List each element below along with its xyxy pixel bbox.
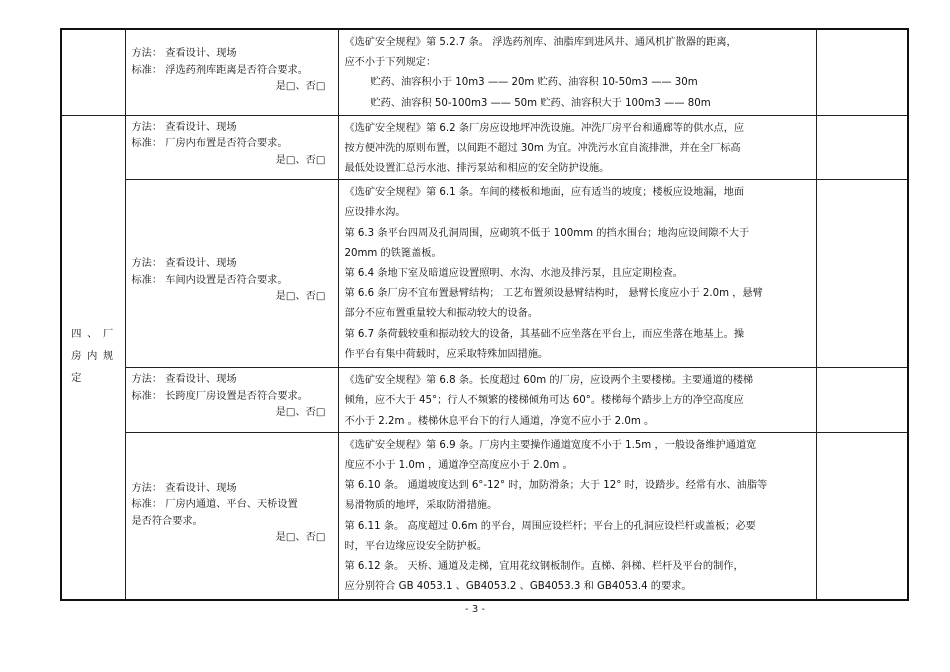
rule-cell [338, 29, 816, 115]
standard-line: 标准： 车间内设置是否符合要求。 [131, 274, 288, 286]
note-cell [816, 115, 908, 180]
rule-line: 倾角，应不大于 45°；行人不频繁的楼梯倾角可达 60°。楼梯每个踏步上方的净空高度应 [344, 395, 744, 407]
rule-line: 时，平台边缘应设安全防护板。 [344, 540, 488, 552]
rule-line: 《选矿安全规程》第 6.1 条。车间的楼板和地面，应有适当的坡度；楼板应设地漏，地面 [344, 187, 745, 199]
rule-cell [338, 115, 816, 180]
yes-no-checkbox-label[interactable]: 是□、否□ [275, 532, 326, 544]
standard-line: 标准： 厂房内布置是否符合要求。 [131, 138, 288, 149]
rule-line: 《选矿安全规程》第 5.2.7 条。 浮选药剂库、油脂库到进风井、通风机扩散器的距离， [344, 37, 737, 48]
rule-line: 部分不应布置重量较大和振动较大的设备。 [344, 308, 539, 320]
rule-line: 贮药、油容积小于 10m3 —— 20m 贮药、油容积 10-50m3 —— 30m [370, 77, 698, 89]
rule-line: 20mm 的铁篦盖板。 [344, 247, 442, 259]
rule-cell [338, 180, 816, 368]
rule-line: 作平台有集中荷载时，应采取特殊加固措施。 [344, 348, 549, 360]
method-cell [125, 115, 338, 180]
rule-line: 最低处设置汇总污水池、排污泵站和相应的安全防护设施。 [344, 162, 610, 174]
rule-line: 《选矿安全规程》第 6.9 条。厂房内主要操作通道宽度不小于 1.5m ，一般设备维护通道宽 [344, 439, 757, 451]
standard-line: 标准： 厂房内通道、平台、天桥设置 [131, 499, 298, 511]
yes-no-checkbox-label[interactable]: 是□、否□ [275, 291, 326, 303]
method-line: 方法： 查看设计、现场 [131, 258, 237, 270]
table-row [61, 432, 908, 600]
rule-cell [338, 368, 816, 433]
inspection-table [60, 28, 909, 601]
rule-line: 《选矿安全规程》第 6.8 条。长度超过 60m 的厂房，应设两个主要楼梯。主要通道的楼梯 [344, 375, 754, 387]
standard-line-continued: 是否符合要求。 [131, 515, 203, 527]
rule-cell [338, 432, 816, 600]
rule-line: 第 6.10 条。 通道坡度达到 6°-12° 时，加防滑条；大于 12° 时，设踏步。经常有水、油脂等 [344, 480, 768, 492]
rule-line: 应设排水沟。 [344, 207, 406, 219]
standard-line: 标准： 长跨度厂房设置是否符合要求。 [131, 390, 308, 402]
table-row [61, 115, 908, 180]
rule-line: 应分别符合 GB 4053.1 、GB4053.2 、GB4053.3 和 GB4053.4 的要求。 [344, 581, 692, 593]
note-cell [816, 29, 908, 115]
rule-line: 第 6.3 条平台四周及孔洞周围，应砌筑不低于 100mm 的挡水围台；地沟应设间隙不大于 [344, 227, 750, 239]
table-row [61, 29, 908, 115]
yes-no-checkbox-label[interactable]: 是□、否□ [275, 81, 326, 92]
yes-no-checkbox-label[interactable]: 是□、否□ [275, 407, 326, 419]
method-line: 方法： 查看设计、现场 [131, 482, 237, 494]
rule-line: 第 6.11 条。 高度超过 0.6m 的平台，周围应设栏杆；平台上的孔洞应设栏杆或盖板；必要 [344, 520, 756, 532]
rule-line: 第 6.4 条地下室及暗道应设置照明、水沟、水池及排污泵，且应定期检查。 [344, 267, 683, 279]
page-number: - 3 - [465, 604, 485, 615]
rule-line: 第 6.12 条。 天桥、通道及走梯，宜用花纹钢板制作。直梯、斜梯、栏杆及平台的制作， [344, 560, 744, 572]
rule-line: 度应不小于 1.0m ，通道净空高度应小于 2.0m 。 [344, 459, 573, 471]
method-line: 方法： 查看设计、现场 [131, 121, 237, 133]
rule-line: 易滑物质的地坪，采取防滑措施。 [344, 500, 498, 512]
rule-line: 第 6.6 条厂房不宜布置悬臂结构； 工艺布置须设悬臂结构时， 悬臂长度应小于 2.0m ，悬臂 [344, 288, 763, 300]
note-cell [816, 368, 908, 433]
category-cell-empty [61, 29, 125, 115]
method-cell [125, 180, 338, 368]
rule-line: 按方便冲洗的原则布置，以间距不超过 30m 为宜。冲洗污水宜自流排泄，并在全厂标高 [344, 142, 741, 154]
method-cell [125, 29, 338, 115]
category-cell [61, 115, 125, 600]
yes-no-checkbox-label[interactable]: 是□、否□ [275, 154, 326, 166]
table-row [61, 368, 908, 433]
method-cell [125, 432, 338, 600]
rule-line: 《选矿安全规程》第 6.2 条厂房应设地坪冲洗设施。冲洗厂房平台和通廊等的供水点，应 [344, 122, 745, 134]
note-cell [816, 432, 908, 600]
category-label: 四、厂房内规定 [71, 329, 116, 385]
standard-line: 标准： 浮选药剂库距离是否符合要求。 [131, 64, 308, 76]
method-cell [125, 368, 338, 433]
table-row [61, 180, 908, 368]
rule-line: 应不小于下列规定： [344, 57, 437, 69]
rule-line: 不小于 2.2m 。楼梯休息平台下的行人通道，净宽不应小于 2.0m 。 [344, 415, 655, 427]
rule-line: 第 6.7 条荷载较重和振动较大的设备，其基础不应坐落在平台上，而应坐落在地基上。操 [344, 328, 745, 340]
method-line: 方法： 查看设计、现场 [131, 48, 237, 59]
rule-line: 贮药、油容积 50-100m3 —— 50m 贮药、油容积大于 100m3 —— 80m [370, 97, 711, 109]
note-cell [816, 180, 908, 368]
method-line: 方法： 查看设计、现场 [131, 374, 237, 386]
